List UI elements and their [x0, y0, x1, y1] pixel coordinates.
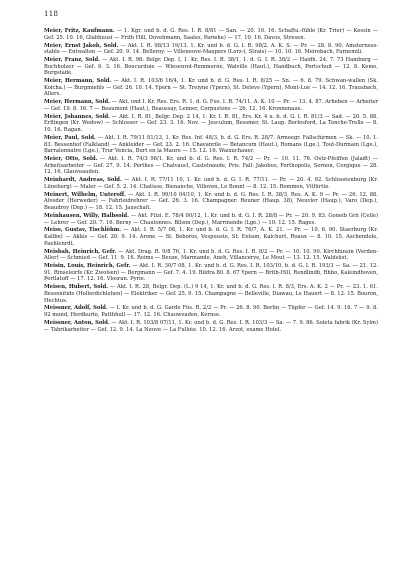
entry-text: — 1. Kgr. und b. d. G. Res. I. R. 8/81 — San. — 20. 10. 16. Schaftu.-fühle (Kr. Trier) — Kessin — Gef. 25. 10. 16, Glabhuusi — Frith Hill, Duvehmann, Saales, Pariehe) — 17. 10. 16. Davos, Stresen. [44, 28, 378, 41]
list-item [44, 43, 378, 56]
entry-text: — Akt. I. R. 98/13 19/13. 1. Kr. und b. d. G. I. R. 98/2. A. K. S. — Pr. — 28. 8. 90. Amsterness-stable — Entwalten — Gef. 20. 9. 14. Belleroy. — Villeneuve-Maupers (Lorz-t, Strais) — 10. 10. 16. Meirebach, Farnemili. [44, 42, 378, 56]
entry-name: Meinhausen, Willy, Halbsold. [44, 212, 129, 219]
entry-name: Meier, Hermann, Sold. [44, 99, 110, 106]
entry-text: — Akt. I. R. 99/10 04/10, 1. Kr. und b. d. G. Res. I. R. 38/3, Res. A. K. 9 — Pr. — 26. 12. 88. Alveder (Herweder) — Fahrleidrehrer — Gef. 26. 3. 16. Champagner. Reuner (Haup. 38), Neuvier (Haup.), Varo (Dep.), Beaudrey (Dep.) — 18. 12. 15. Jauschalt. [44, 191, 378, 212]
entry-name: Meissner, Anton, Sold. [44, 319, 110, 326]
list-item [44, 192, 378, 212]
entry-name: Meisen, Hubert, Sold. [44, 284, 109, 291]
list-item [44, 213, 378, 226]
entry-text: — Akt. I. R. 103/6 16/4, 1. Kr. und b. d. G. Res. I. R. 8/25 — Sn. — 6. 8. 79. Schwan-wallen (Sk. Koicha.) — Burgmiehls — Gef. 26. 10. 14. Ypern — St. Treiyne (Ypern), St. Deleve (Ypern), Mont-Lue — 14. 12. 16. Trausbach, Allers. [44, 78, 378, 98]
list-item [44, 305, 378, 318]
entry-text: — Akt. Filzi. E. 78/4 00/12, 1. Kr. und b. d. G. I. R. 28/8 — Pr. — 20. 9. 83. Goneib Grii (Celle) — Lehrer — Gef. 20. 7. 16. Berny — Chaulonnes. Bilson (Dep.), Marrmende (Lge.) — 10. 12. 15. Rages. [44, 212, 378, 226]
list-item [44, 177, 378, 190]
entry-name: Meier, Paul, Sold. [44, 134, 96, 141]
list-item [44, 78, 378, 98]
entry-name: Meier, Johannes, Sold. [44, 113, 110, 120]
entry-name: Meier, Franz, Sold. [44, 57, 100, 63]
entry-name: Meier, Ernst Jakob, Sold. [44, 42, 119, 49]
list-item [44, 284, 378, 304]
entry-list [44, 28, 378, 334]
entry-text: — Akt. I. R. 98. Belgr. Dep. I, 1. Kr. Res. I. R. 38/1, 1. d. G. I. R. 38/2 — Haidh. 24. 7. 73 Hamburg — Buchholzer — Gef. 9. 3. 16. Boucurdoie — Wiesenrot-Remmerne, Walville (Haut.), Handbuch, Portschuit — 12. 8. Keme, Burgstade. [44, 57, 379, 77]
entry-name: Meiss, Gustav, Tischlöhm. [44, 227, 122, 234]
list-item [44, 227, 378, 247]
entry-name: Meisbah, Heinrich, Gefr. [44, 248, 117, 255]
entry-text: — Akt. I. R. 30/7 08, 1. Kr. und b. d. G. Res. I. R. 103/10, b. d. G. I. R. 193/3 — Sa. — 21. 12. 91. Rinseleirfe (Kr. Zwolsen) — Bergmann — Gef. 7. 4. 19. Bildra 80. 8. 67 Ypern — Brith-Hill, Rendlindb, Rhbo, Kaleindhoven, Pertlatoff — 17. 12. 16. Vlosran. Pyrie. [44, 263, 378, 283]
entry-text: — Akt. I. R. 81, Belgr. Dep. 2 14, 1. Kr. I. R. 81, Ers. Kr. 4 u. b. d. G. I. R. 81/3 — Sad. — 20. 5. 88. Erflingen (Kr. Wedow) — Schlosser — Gef. 23. 3. 16. Nov. — Jesculum, Bessmer, St. Laup. Berlesford, La Tonche-Trelle — 8. 10. 16. Ragan. [44, 113, 378, 134]
list-item [44, 249, 378, 262]
entry-name: Meinhardt, Andreas, Sold. [44, 177, 122, 184]
entry-name: Meinert, Wilhelm, Unteroff. [44, 191, 126, 198]
list-item [44, 28, 378, 41]
entry-name: Meissner, Adolf, Sold. [44, 305, 108, 312]
list-item [44, 156, 378, 176]
entry-name: Meier, Hermann, Sold. [44, 78, 112, 85]
list-item [44, 135, 378, 155]
list-item [44, 57, 378, 77]
list-item [44, 99, 378, 112]
entry-text: — Akt. I. R. 77/11 10, 1. Kr. und b. d. G. I. R. 77/11. — Pr. — 20. 4. 92. Schlosstenburg (Kr. Lüneburg) — Maler — Gef. 5. 2. 14. Chatisse, Bienanche, Villoven, Le Bonnt — 8. 12. 15. Rommen, Vitfürtte. [44, 177, 378, 190]
list-item [44, 263, 378, 283]
list-item [44, 320, 378, 333]
entry-name: Meier, Fritz, Kaufmann. [44, 28, 115, 34]
entry-text: — Akt. I. R. 79/11 81/13, 1. Kr. Res. Inf. 48/3, b. d. G. Ers. R. 28/7. Armeegr. Fallschirmen — Sk. — 10. 1. 83. Bessenhof (Falkland) — Ankleider — Gef. 23. 2. 16. Chavanrile — Betancum (Haut.), Romans (Lge.), Tout-Durmain (Lge.), Barralonnatre (Lge.), Trur Vencia, Burt en la Maure — 15. 12. 16. Waixuchauer. [44, 134, 379, 155]
page-number: 118 [44, 10, 59, 18]
entry-text: — Akt. Drag. R. 9/8 76, 1. Kr. und b. d. G. Res. I. R. 8/2 — Pr. — 10. 10. 90. Kirchhinsin (Verden-Aller) — Schmied — Gef. 11. 9. 16. Reims — Beuze, Marmande, Aneh, Villancerve, Le Mout — 13. 12. 15. Waldsüst. [44, 248, 378, 262]
entry-name: Meisin, Louis, Heinrich, Gefr. [44, 263, 131, 270]
entry-name: Meier, Otto, Sold. [44, 156, 98, 163]
list-item [44, 114, 378, 134]
entry-text: — Akt. I. R. 28, Belgr. Dep. (L.) 9 14, 1. Kr. und b. d. G. Res. I. R. 8/3, Ers. A. K. 2 — Pr. — 23. 1. 61. Bessenitide (Hollerdichlehen) — Elektriker — Gef. 25. 9. 15. Champagne — Belleville, Diawau, Le Hauert — 8. 12. 15. Bouron, Hechtus. [44, 284, 378, 304]
entry-text: — Akt. und I. Kr. Res. Ers. R. 1. d. G. Fus. I. R. 74/11. A. K. 10 — Pr. — 13. 4. 87. Arheben — Arbeiter — Gef. 19. 8. 16. 7 — Beaumont (Haut.), Beaussay, Leimer, Corpustons — 26. 12. 16. Kronnenaue. [44, 99, 378, 112]
entry-text: — I. Kr. und b. d. G. Garde Füs. R. 2/2 — Pr. — 26. 8. 90. Berlin — Tüpfer — Gef. 14. 9. 16. 7 — 9. 8. 92 mund, Herdkurte, Pattbhull — 17. 12. 16. Chauweaden, Kernse. [44, 305, 378, 319]
entry-text: — Akt. I. R. 74/3 98/1. Kr. und b. d. G. Res. I. R. 74/2 — Pr. — 10. 11. 76. Ostz-Pfeiffen (Jaladt) — Arbeitsarbeiter — Gef. 27. 9. 14. Perthes — Chalvaucl, Castelnaude, Pris. Fall: Jakobus, Forthopolis, Sornon, Cergique — 28. 12. 16. Glauveauden. [44, 156, 378, 176]
entry-text: — Akt. I. R. 5/7 08, 1. Kr. und b. d. G. I. R. 76/7, A. K. 21. — Pr. — 10. 6. 90. Staerburg (Kr. Kallbe) — Akkis — Gef. 20. 9. 14. Arone — St. Beboros, Vespouste, St. Eelson, Kaichurt, Roaux — 8. 10. 15. Aschendole, Paehlenrdt. [44, 227, 378, 247]
entry-text: — Akt. I. R. 103/8 07/11, 1. Kr. und b. d. G. Res. I. R. 103/3 — Sa. — 7. 9. 86. Soleta fabrik (Kr. Sylm) — Tabrikarbeiter — Gef. 12. 9. 14. La Neuve — La Fulloie. 10. 12. 16. Arzot, exame Hotel. [44, 319, 378, 333]
